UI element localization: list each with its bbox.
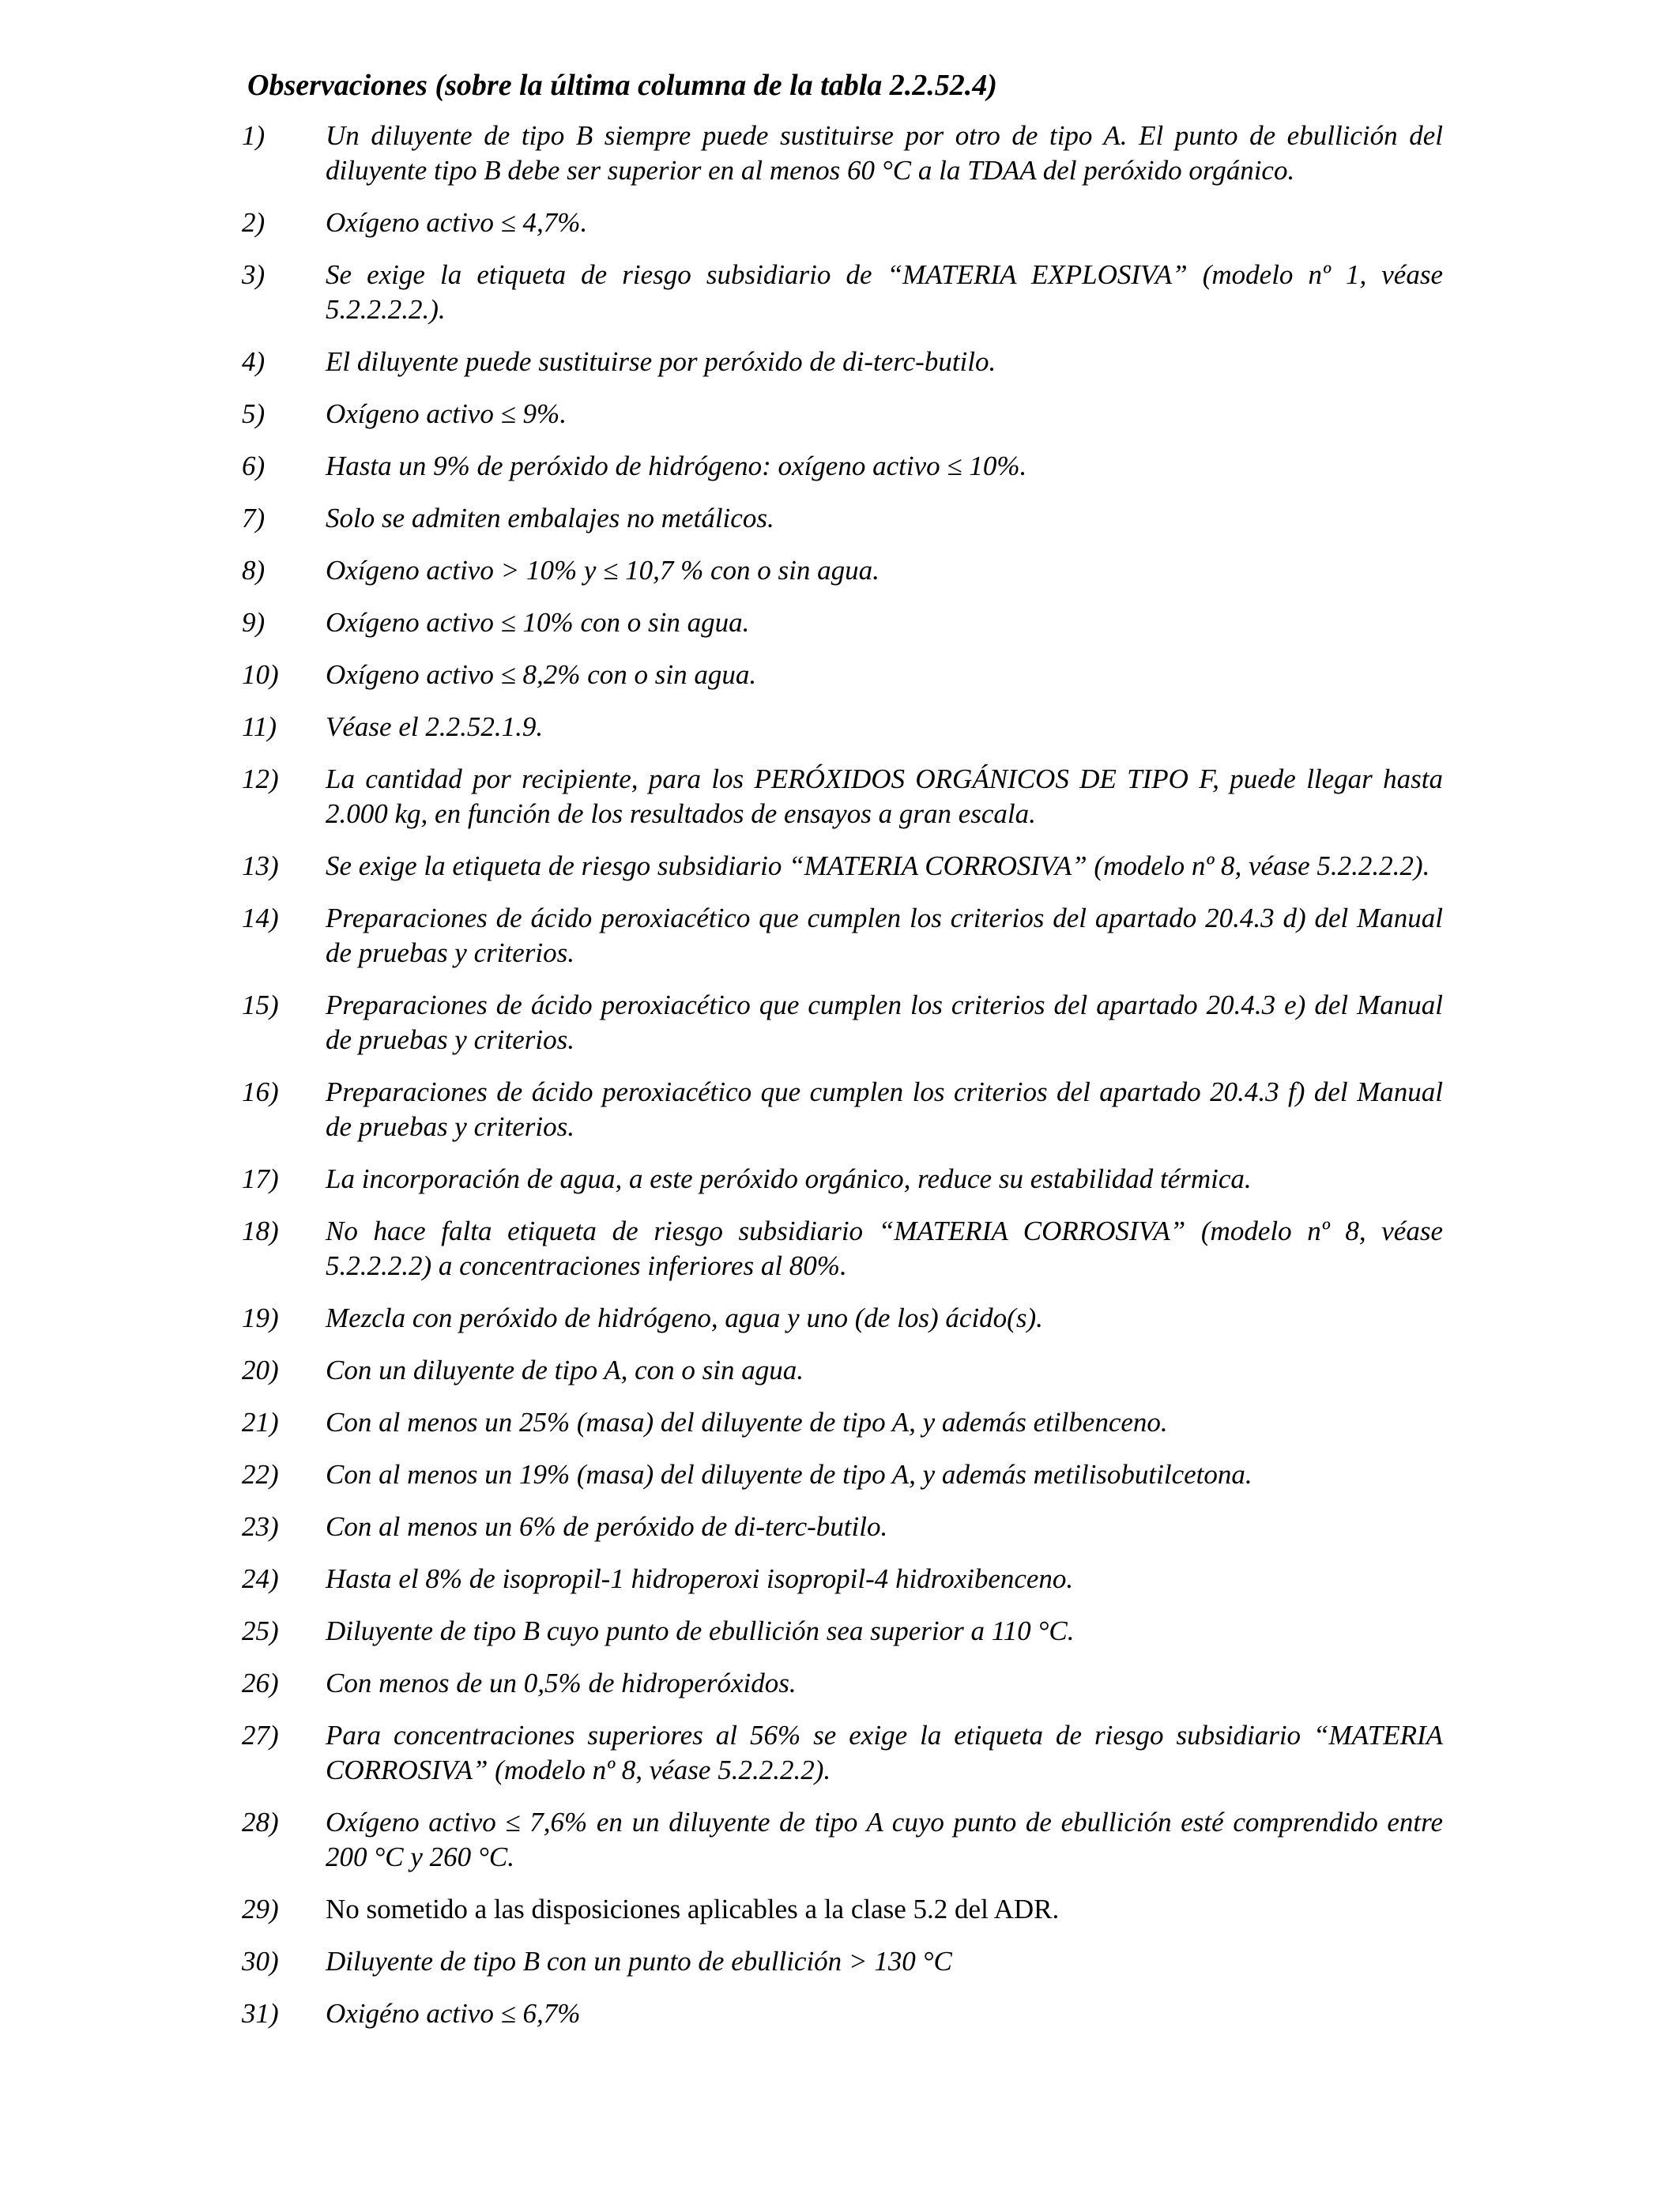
list-item <box>242 449 1443 484</box>
note-text: Hasta el 8% de isopropil-1 hidroperoxi isopropil-4 hidroxibenceno. <box>326 1563 1074 1594</box>
note-number: 23) <box>242 1511 279 1542</box>
note-text: Mezcla con peróxido de hidrógeno, agua y uno (de los) ácido(s). <box>326 1302 1043 1333</box>
observations-list <box>242 119 1443 2049</box>
list-item <box>242 762 1443 831</box>
note-number: 19) <box>242 1302 279 1333</box>
list-item <box>242 501 1443 536</box>
note-number: 13) <box>242 850 279 881</box>
note-number: 9) <box>242 607 266 638</box>
note-text: Hasta un 9% de peróxido de hidrógeno: oxígeno activo ≤ 10%. <box>326 450 1027 481</box>
list-item <box>242 1301 1443 1336</box>
note-number: 21) <box>242 1407 279 1438</box>
note-number: 17) <box>242 1163 279 1194</box>
note-text: Oxígeno activo > 10% y ≤ 10,7 % con o sin agua. <box>326 555 880 586</box>
note-text: No hace falta etiqueta de riesgo subsidiario “MATERIA CORROSIVA” (modelo nº 8, véase 5.2.2.2.2) a concentraciones inferiores al 80%. <box>326 1216 1443 1281</box>
note-number: 3) <box>242 259 266 290</box>
note-number: 15) <box>242 990 279 1020</box>
note-text: Preparaciones de ácido peroxiacético que cumplen los criterios del apartado 20.4.3 d) del Manual de pruebas y criterios. <box>326 903 1443 968</box>
note-number: 27) <box>242 1720 279 1751</box>
note-number: 4) <box>242 346 266 377</box>
note-text: Diluyente de tipo B con un punto de ebullición > 130 °C <box>326 1946 952 1977</box>
note-text: La cantidad por recipiente, para los PERÓXIDOS ORGÁNICOS DE TIPO F, puede llegar hasta 2.000 kg, en función de los resultados de ensayos a gran escala. <box>326 763 1443 829</box>
note-text: Oxígeno activo ≤ 7,6% en un diluyente de tipo A cuyo punto de ebullición esté comprendido entre 200 °C y 260 °C. <box>326 1807 1443 1872</box>
list-item <box>242 345 1443 379</box>
note-text: Oxígeno activo ≤ 10% con o sin agua. <box>326 607 750 638</box>
list-item <box>242 849 1443 884</box>
list-item <box>242 1457 1443 1492</box>
list-item <box>242 1805 1443 1875</box>
note-text: Con al menos un 6% de peróxido de di-terc-butilo. <box>326 1511 888 1542</box>
note-number: 6) <box>242 450 266 481</box>
note-number: 1) <box>242 120 266 151</box>
note-number: 10) <box>242 659 279 690</box>
note-number: 5) <box>242 398 266 429</box>
list-item <box>242 658 1443 692</box>
note-text: Oxigéno activo ≤ 6,7% <box>326 1998 581 2029</box>
list-item <box>242 901 1443 971</box>
note-number: 16) <box>242 1076 279 1107</box>
note-text: Un diluyente de tipo B siempre puede sustituirse por otro de tipo A. El punto de ebullición del diluyente tipo B debe ser superior en al menos 60 °C a la TDAA del peróxido orgánico. <box>326 120 1443 186</box>
list-item <box>242 1405 1443 1440</box>
note-number: 11) <box>242 711 277 742</box>
list-item <box>242 1510 1443 1544</box>
note-text: Oxígeno activo ≤ 9%. <box>326 398 567 429</box>
note-number: 18) <box>242 1216 279 1246</box>
list-item <box>242 119 1443 188</box>
note-number: 31) <box>242 1998 279 2029</box>
note-number: 7) <box>242 503 266 533</box>
note-number: 12) <box>242 763 279 794</box>
list-item <box>242 1996 1443 2031</box>
note-text: Para concentraciones superiores al 56% se exige la etiqueta de riesgo subsidiario “MATERIA CORROSIVA” (modelo nº 8, véase 5.2.2.2.2). <box>326 1720 1443 1785</box>
note-text: Se exige la etiqueta de riesgo subsidiario “MATERIA CORROSIVA” (modelo nº 8, véase 5.2.2.2.2). <box>326 850 1430 881</box>
list-item <box>242 205 1443 240</box>
note-text: Véase el 2.2.52.1.9. <box>326 711 544 742</box>
note-number: 25) <box>242 1615 279 1646</box>
note-number: 20) <box>242 1355 279 1385</box>
note-number: 29) <box>242 1894 279 1924</box>
list-item <box>242 710 1443 745</box>
list-item <box>242 1075 1443 1144</box>
section-heading: Observaciones (sobre la última columna de la tabla 2.2.52.4) <box>247 69 997 102</box>
note-text: La incorporación de agua, a este peróxido orgánico, reduce su estabilidad térmica. <box>326 1163 1252 1194</box>
note-text: Con menos de un 0,5% de hidroperóxidos. <box>326 1668 797 1698</box>
note-text: Con al menos un 25% (masa) del diluyente de tipo A, y además etilbenceno. <box>326 1407 1168 1438</box>
note-text: Con un diluyente de tipo A, con o sin agua. <box>326 1355 804 1385</box>
list-item <box>242 1214 1443 1284</box>
note-number: 14) <box>242 903 279 933</box>
note-text: Preparaciones de ácido peroxiacético que cumplen los criterios del apartado 20.4.3 e) del Manual de pruebas y criterios. <box>326 990 1443 1055</box>
note-text: Oxígeno activo ≤ 8,2% con o sin agua. <box>326 659 757 690</box>
list-item <box>242 1718 1443 1788</box>
note-number: 26) <box>242 1668 279 1698</box>
note-text: Se exige la etiqueta de riesgo subsidiario de “MATERIA EXPLOSIVA” (modelo nº 1, véase 5.2.2.2.2.). <box>326 259 1443 325</box>
note-text: Solo se admiten embalajes no metálicos. <box>326 503 774 533</box>
note-number: 30) <box>242 1946 279 1977</box>
note-text: Oxígeno activo ≤ 4,7%. <box>326 207 588 238</box>
list-item <box>242 1666 1443 1701</box>
note-number: 24) <box>242 1563 279 1594</box>
note-number: 8) <box>242 555 266 586</box>
list-item <box>242 1614 1443 1649</box>
note-number: 28) <box>242 1807 279 1838</box>
list-item <box>242 1353 1443 1388</box>
list-item <box>242 1892 1443 1927</box>
list-item <box>242 258 1443 327</box>
note-number: 2) <box>242 207 266 238</box>
list-item <box>242 988 1443 1057</box>
note-text: Con al menos un 19% (masa) del diluyente de tipo A, y además metilisobutilcetona. <box>326 1459 1252 1490</box>
note-text: Diluyente de tipo B cuyo punto de ebullición sea superior a 110 °C. <box>326 1615 1075 1646</box>
note-text: El diluyente puede sustituirse por peróxido de di-terc-butilo. <box>326 346 996 377</box>
note-number: 22) <box>242 1459 279 1490</box>
list-item <box>242 553 1443 588</box>
list-item <box>242 1562 1443 1596</box>
list-item <box>242 397 1443 432</box>
list-item <box>242 1162 1443 1197</box>
note-text: No sometido a las disposiciones aplicables a la clase 5.2 del ADR. <box>326 1894 1060 1924</box>
list-item <box>242 1944 1443 1979</box>
list-item <box>242 605 1443 640</box>
note-text: Preparaciones de ácido peroxiacético que cumplen los criterios del apartado 20.4.3 f) del Manual de pruebas y criterios. <box>326 1076 1443 1142</box>
